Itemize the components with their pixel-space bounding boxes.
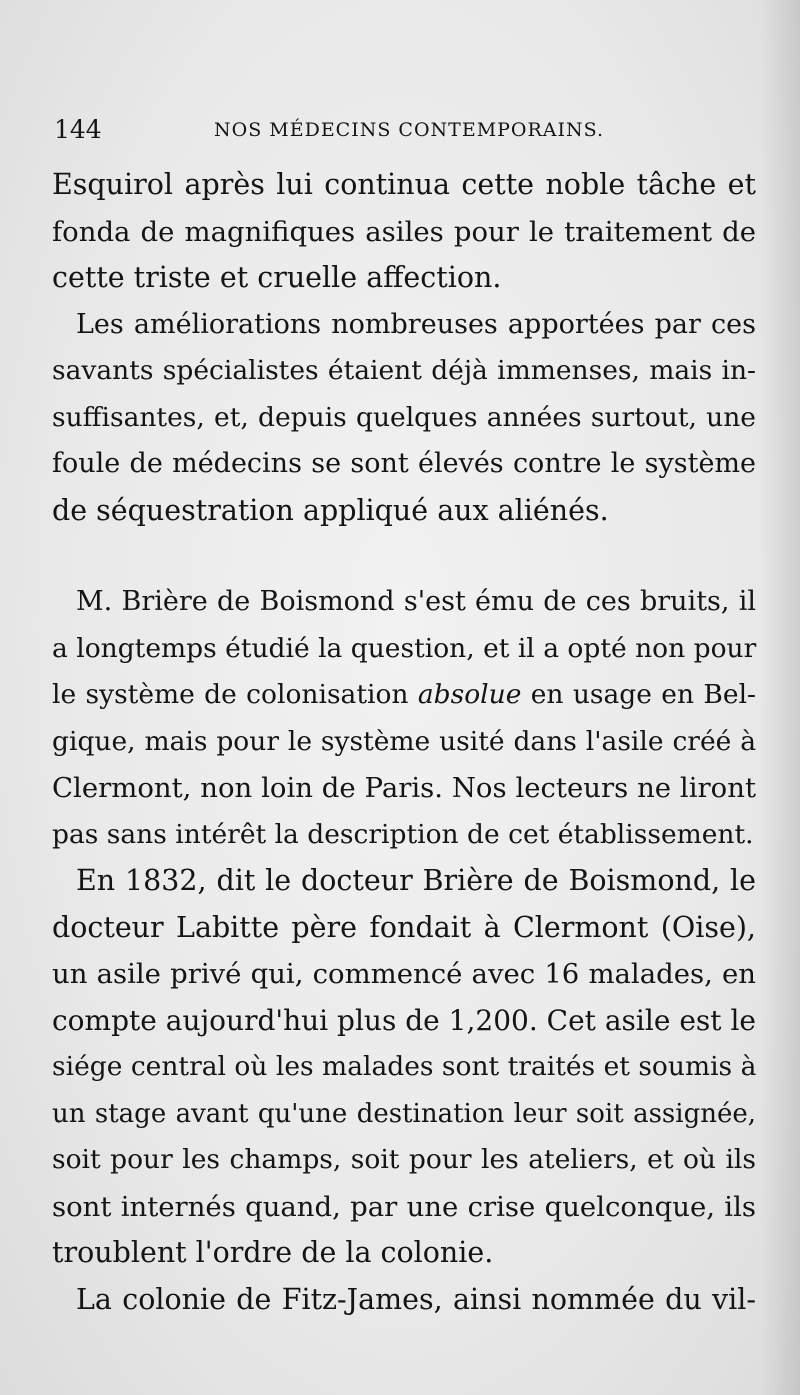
text-line: Clermont, non loin de Paris. Nos lecteurs ne liront xyxy=(52,772,756,804)
body-text xyxy=(52,162,756,1323)
text-line: Les améliorations nombreuses apportées par ces xyxy=(76,308,756,340)
text-line: docteur Labitte père fondait à Clermont (Oise), xyxy=(52,910,756,944)
text-line: pas sans intérêt la description de cet établissement. xyxy=(52,818,754,850)
text-line: siége central où les malades sont traités et soumis à xyxy=(52,1051,757,1082)
text-line: Esquirol après lui continua cette noble tâche et xyxy=(52,168,756,201)
page-number: 144 xyxy=(54,115,102,144)
text-line: fonda de magnifiques asiles pour le traitement de xyxy=(52,215,756,248)
text-line: soit pour les champs, soit pour les ateliers, et où ils xyxy=(52,1144,756,1175)
paragraph-gap xyxy=(52,534,756,579)
running-head xyxy=(54,110,754,150)
text-line: sont internés quand, par une crise quelconque, ils xyxy=(52,1190,756,1223)
text-line: a longtemps étudié la question, et il a opté non pour xyxy=(52,632,757,664)
text-line: foule de médecins se sont élevés contre le système xyxy=(52,448,756,479)
text-line: de séquestration appliqué aux aliénés. xyxy=(52,493,609,527)
text-line: La colonie de Fitz-James, ainsi nommée du vil- xyxy=(76,1282,756,1316)
italic-word: absolue xyxy=(417,679,522,710)
text-segment: le système de colonisation xyxy=(52,679,418,710)
text-line-mixed xyxy=(52,672,756,719)
text-line: un stage avant qu'une destination leur soit assignée, xyxy=(52,1098,756,1129)
text-line: savants spécialistes étaient déjà immenses, mais in- xyxy=(52,355,756,386)
text-line: gique, mais pour le système usité dans l'asile créé à xyxy=(52,725,756,757)
text-segment: en usage en Bel- xyxy=(521,679,756,710)
text-line: En 1832, dit le docteur Brière de Boismond, le xyxy=(76,864,756,897)
text-line: un asile privé qui, commencé avec 16 malades, en xyxy=(52,958,756,990)
text-line: cette triste et cruelle affection. xyxy=(52,261,502,294)
text-line: M. Brière de Boismond s'est ému de ces bruits, il xyxy=(76,586,756,617)
running-title: NOS MÉDECINS CONTEMPORAINS. xyxy=(214,119,605,141)
page-edge-shadow xyxy=(760,0,800,1395)
text-line: troublent l'ordre de la colonie. xyxy=(52,1236,494,1269)
text-line: compte aujourd'hui plus de 1,200. Cet asile est le xyxy=(52,1003,756,1037)
text-line: suffisantes, et, depuis quelques années surtout, une xyxy=(52,401,756,433)
